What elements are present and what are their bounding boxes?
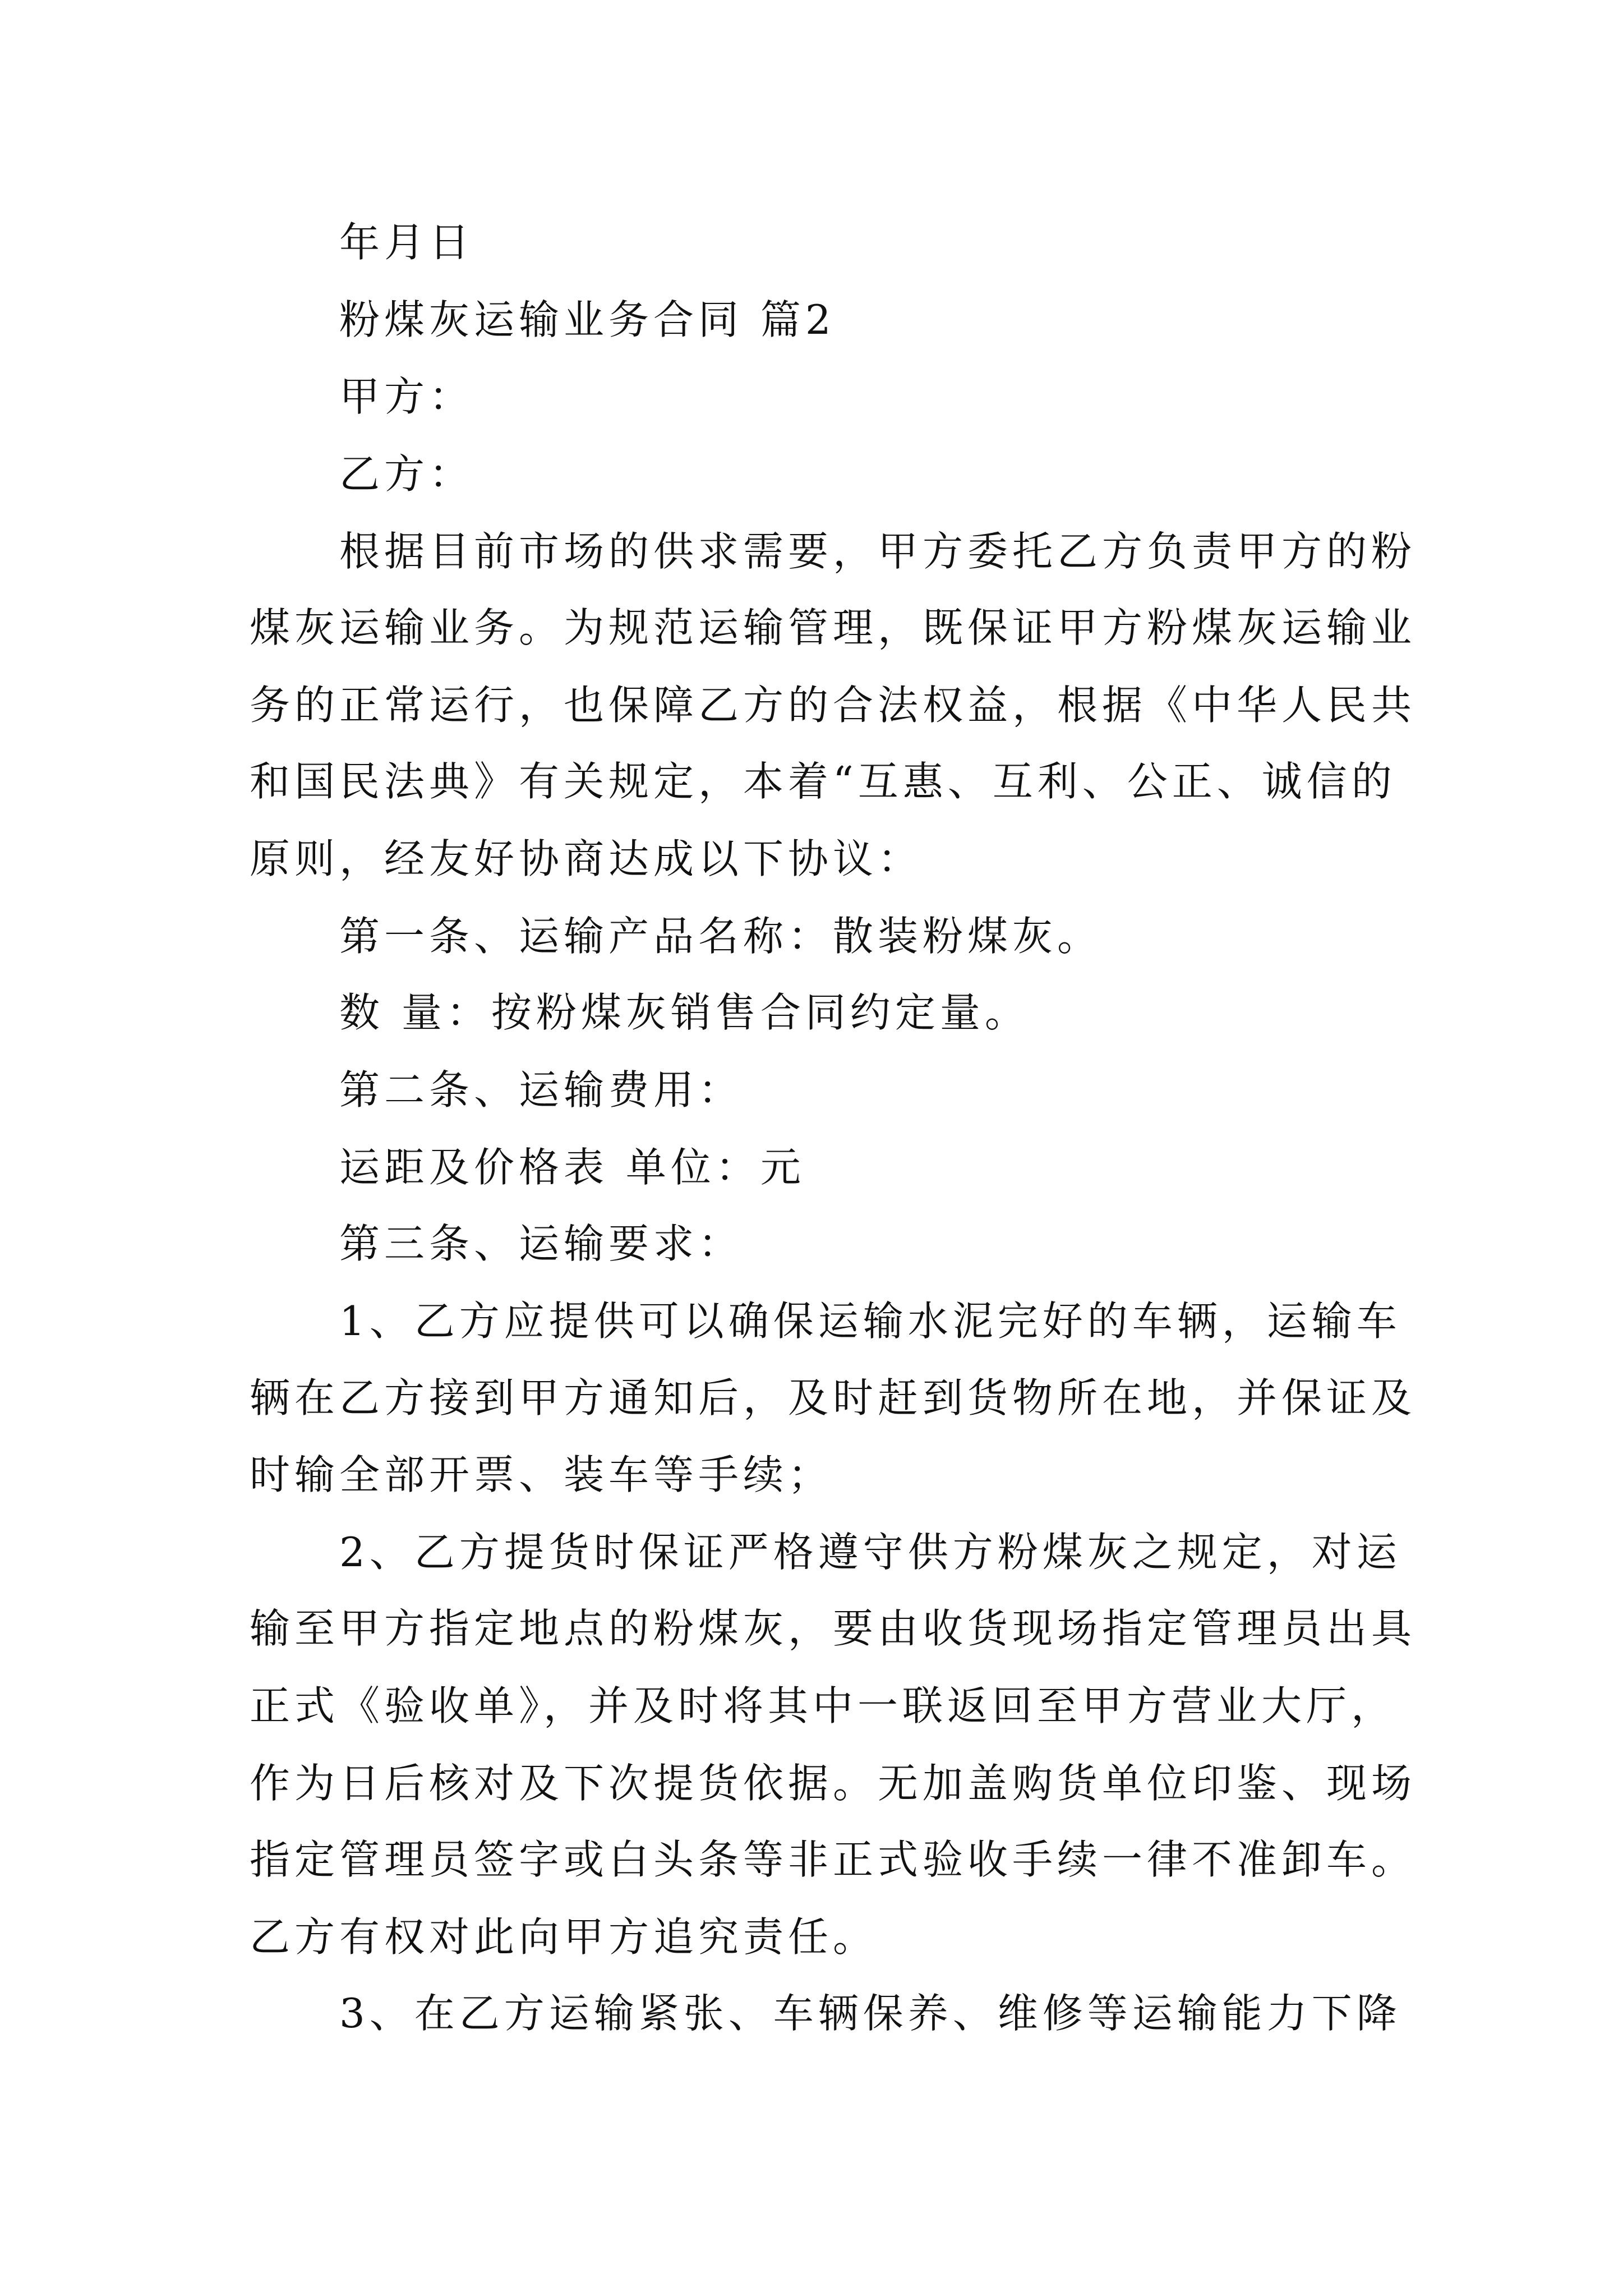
text-line: 时输全部开票、装车等手续； [250,1451,833,1498]
article-heading: 第一条、运输产品名称：散装粉煤灰。 [339,913,1103,960]
text-line: 正式《验收单》，并及时将其中一联返回至甲方营业大厅， [250,1682,1396,1729]
section-heading: 粉煤灰运输业务合同 篇2 [339,296,836,343]
text-line: 1、乙方应提供可以确保运输水泥完好的车辆，运输车 [339,1297,1401,1345]
text-line: 指定管理员签字或白头条等非正式验收手续一律不准卸车。 [250,1836,1417,1883]
text-line: 和国民法典》有关规定，本着“互惠、互利、公正、诚信的 [250,758,1396,805]
article-heading: 第二条、运输费用： [339,1066,744,1114]
article-heading: 第三条、运输要求： [339,1220,744,1267]
party-a-label: 甲方： [339,373,474,420]
text-line: 辆在乙方接到甲方通知后，及时赶到货物所在地，并保证及 [250,1374,1417,1421]
text-line: 煤灰运输业务。为规范运输管理，既保证甲方粉煤灰运输业 [250,604,1417,651]
text-line: 年月日 [339,219,474,266]
text-line: 乙方有权对此向甲方追究责任。 [250,1913,878,1961]
text-line: 作为日后核对及下次提货依据。无加盖购货单位印鉴、现场 [250,1760,1417,1807]
text-line: 务的正常运行，也保障乙方的合法权益，根据《中华人民共 [250,682,1417,729]
text-line: 输至甲方指定地点的粉煤灰，要由收货现场指定管理员出具 [250,1605,1417,1652]
text-line: 数 量：按粉煤灰销售合同约定量。 [339,989,1030,1036]
text-line: 根据目前市场的供求需要，甲方委托乙方负责甲方的粉 [339,528,1417,575]
party-b-label: 乙方： [339,450,474,498]
text-line: 2、乙方提货时保证严格遵守供方粉煤灰之规定，对运 [339,1529,1401,1576]
text-line: 3、在乙方运输紧张、车辆保养、维修等运输能力下降 [339,1990,1401,2037]
text-line: 运距及价格表 单位：元 [339,1144,805,1191]
text-line: 原则，经友好协商达成以下协议： [250,835,923,882]
